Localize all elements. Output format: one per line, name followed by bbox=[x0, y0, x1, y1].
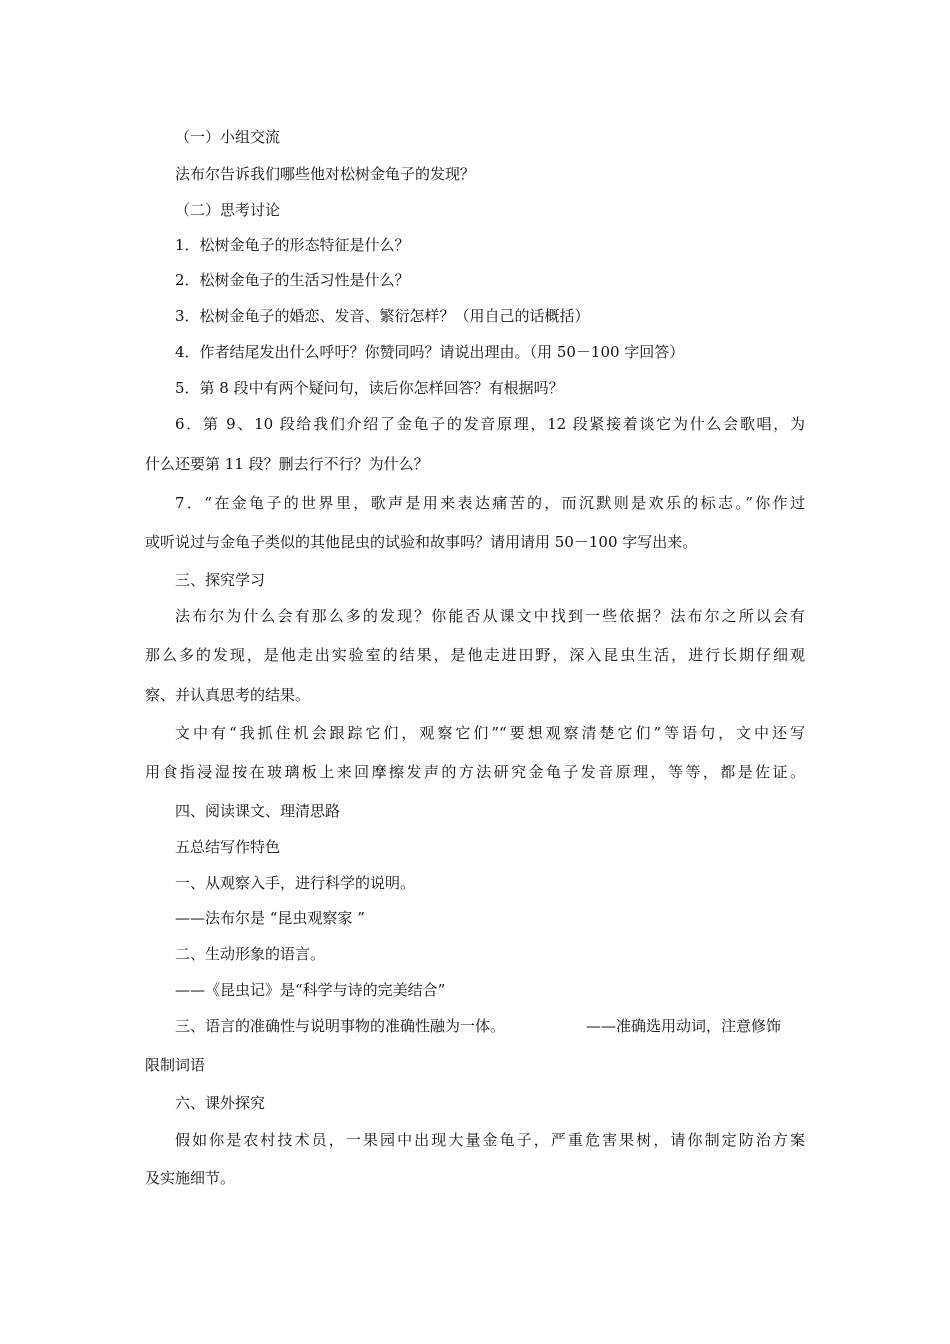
inquiry-paragraph-line-2: 那么多的发现，是他走出实验室的结果，是他走进田野，深入昆虫生活，进行长期仔细观 bbox=[145, 646, 805, 664]
feature-1-note: ——法布尔是 “昆虫观察家 ” bbox=[175, 909, 365, 927]
evidence-paragraph-line-2: 用食指浸湿按在玻璃板上来回摩擦发声的方法研究金龟子发音原理，等等，都是佐证。 bbox=[145, 763, 805, 781]
section-heading-discussion: （二）思考讨论 bbox=[175, 201, 281, 219]
extra-paragraph-line-1: 假如你是农村技术员，一果园中出现大量金龟子，严重危害果树，请你制定防治方案 bbox=[175, 1131, 805, 1149]
section-heading-summary: 五总结写作特色 bbox=[175, 838, 281, 856]
inquiry-paragraph-line-3: 察、并认真思考的结果。 bbox=[145, 686, 311, 704]
question-7-line-2: 或听说过与金龟子类似的其他昆虫的试验和故事吗？请用请用 50－100 字写出来。 bbox=[145, 533, 698, 551]
section-heading-extra: 六、课外探究 bbox=[175, 1094, 266, 1112]
feature-3-line-1b: ——准确选用动词，注意修饰 bbox=[586, 1017, 782, 1035]
question-4: 4．作者结尾发出什么呼吁？你赞同吗？请说出理由。（用 50－100 字回答） bbox=[175, 343, 685, 361]
extra-paragraph-line-2: 及实施细节。 bbox=[145, 1169, 236, 1187]
question-6-line-2: 什么还要第 11 段？删去行不行？为什么？ bbox=[145, 455, 429, 473]
question-2: 2．松树金龟子的生活习性是什么？ bbox=[175, 271, 410, 289]
question-6-line-1: 6．第 9、10 段给我们介绍了金龟子的发音原理，12 段紧接着谈它为什么会歌唱，为 bbox=[175, 415, 805, 433]
feature-2-note: ——《昆虫记》是“科学与诗的完美结合” bbox=[175, 981, 446, 999]
question-1: 1．松树金龟子的形态特征是什么？ bbox=[175, 236, 410, 254]
feature-2: 二、生动形象的语言。 bbox=[175, 945, 326, 963]
question-3: 3．松树金龟子的婚恋、发音、繁衍怎样？（用自己的话概括） bbox=[175, 307, 590, 325]
question-5: 5．第 8 段中有两个疑问句，读后你怎样回答？有根据吗？ bbox=[175, 379, 564, 397]
group-question: 法布尔告诉我们哪些他对松树金龟子的发现？ bbox=[175, 165, 476, 183]
evidence-paragraph-line-1: 文中有“我抓住机会跟踪它们，观察它们”“要想观察清楚它们”等语句，文中还写 bbox=[175, 724, 805, 742]
feature-1: 一、从观察入手，进行科学的说明。 bbox=[175, 874, 416, 892]
section-heading-group: （一）小组交流 bbox=[175, 128, 281, 146]
feature-3-line-1a: 三、语言的准确性与说明事物的准确性融为一体。 bbox=[175, 1017, 506, 1035]
section-heading-inquiry: 三、探究学习 bbox=[175, 571, 266, 589]
inquiry-paragraph-line-1: 法布尔为什么会有那么多的发现？你能否从课文中找到一些依据？法布尔之所以会有 bbox=[175, 607, 805, 625]
section-heading-reading: 四、阅读课文、理清思路 bbox=[175, 802, 341, 820]
question-7-line-1: 7．“在金龟子的世界里，歌声是用来表达痛苦的，而沉默则是欢乐的标志。”你作过 bbox=[175, 494, 805, 512]
feature-3-line-2: 限制词语 bbox=[145, 1056, 206, 1074]
